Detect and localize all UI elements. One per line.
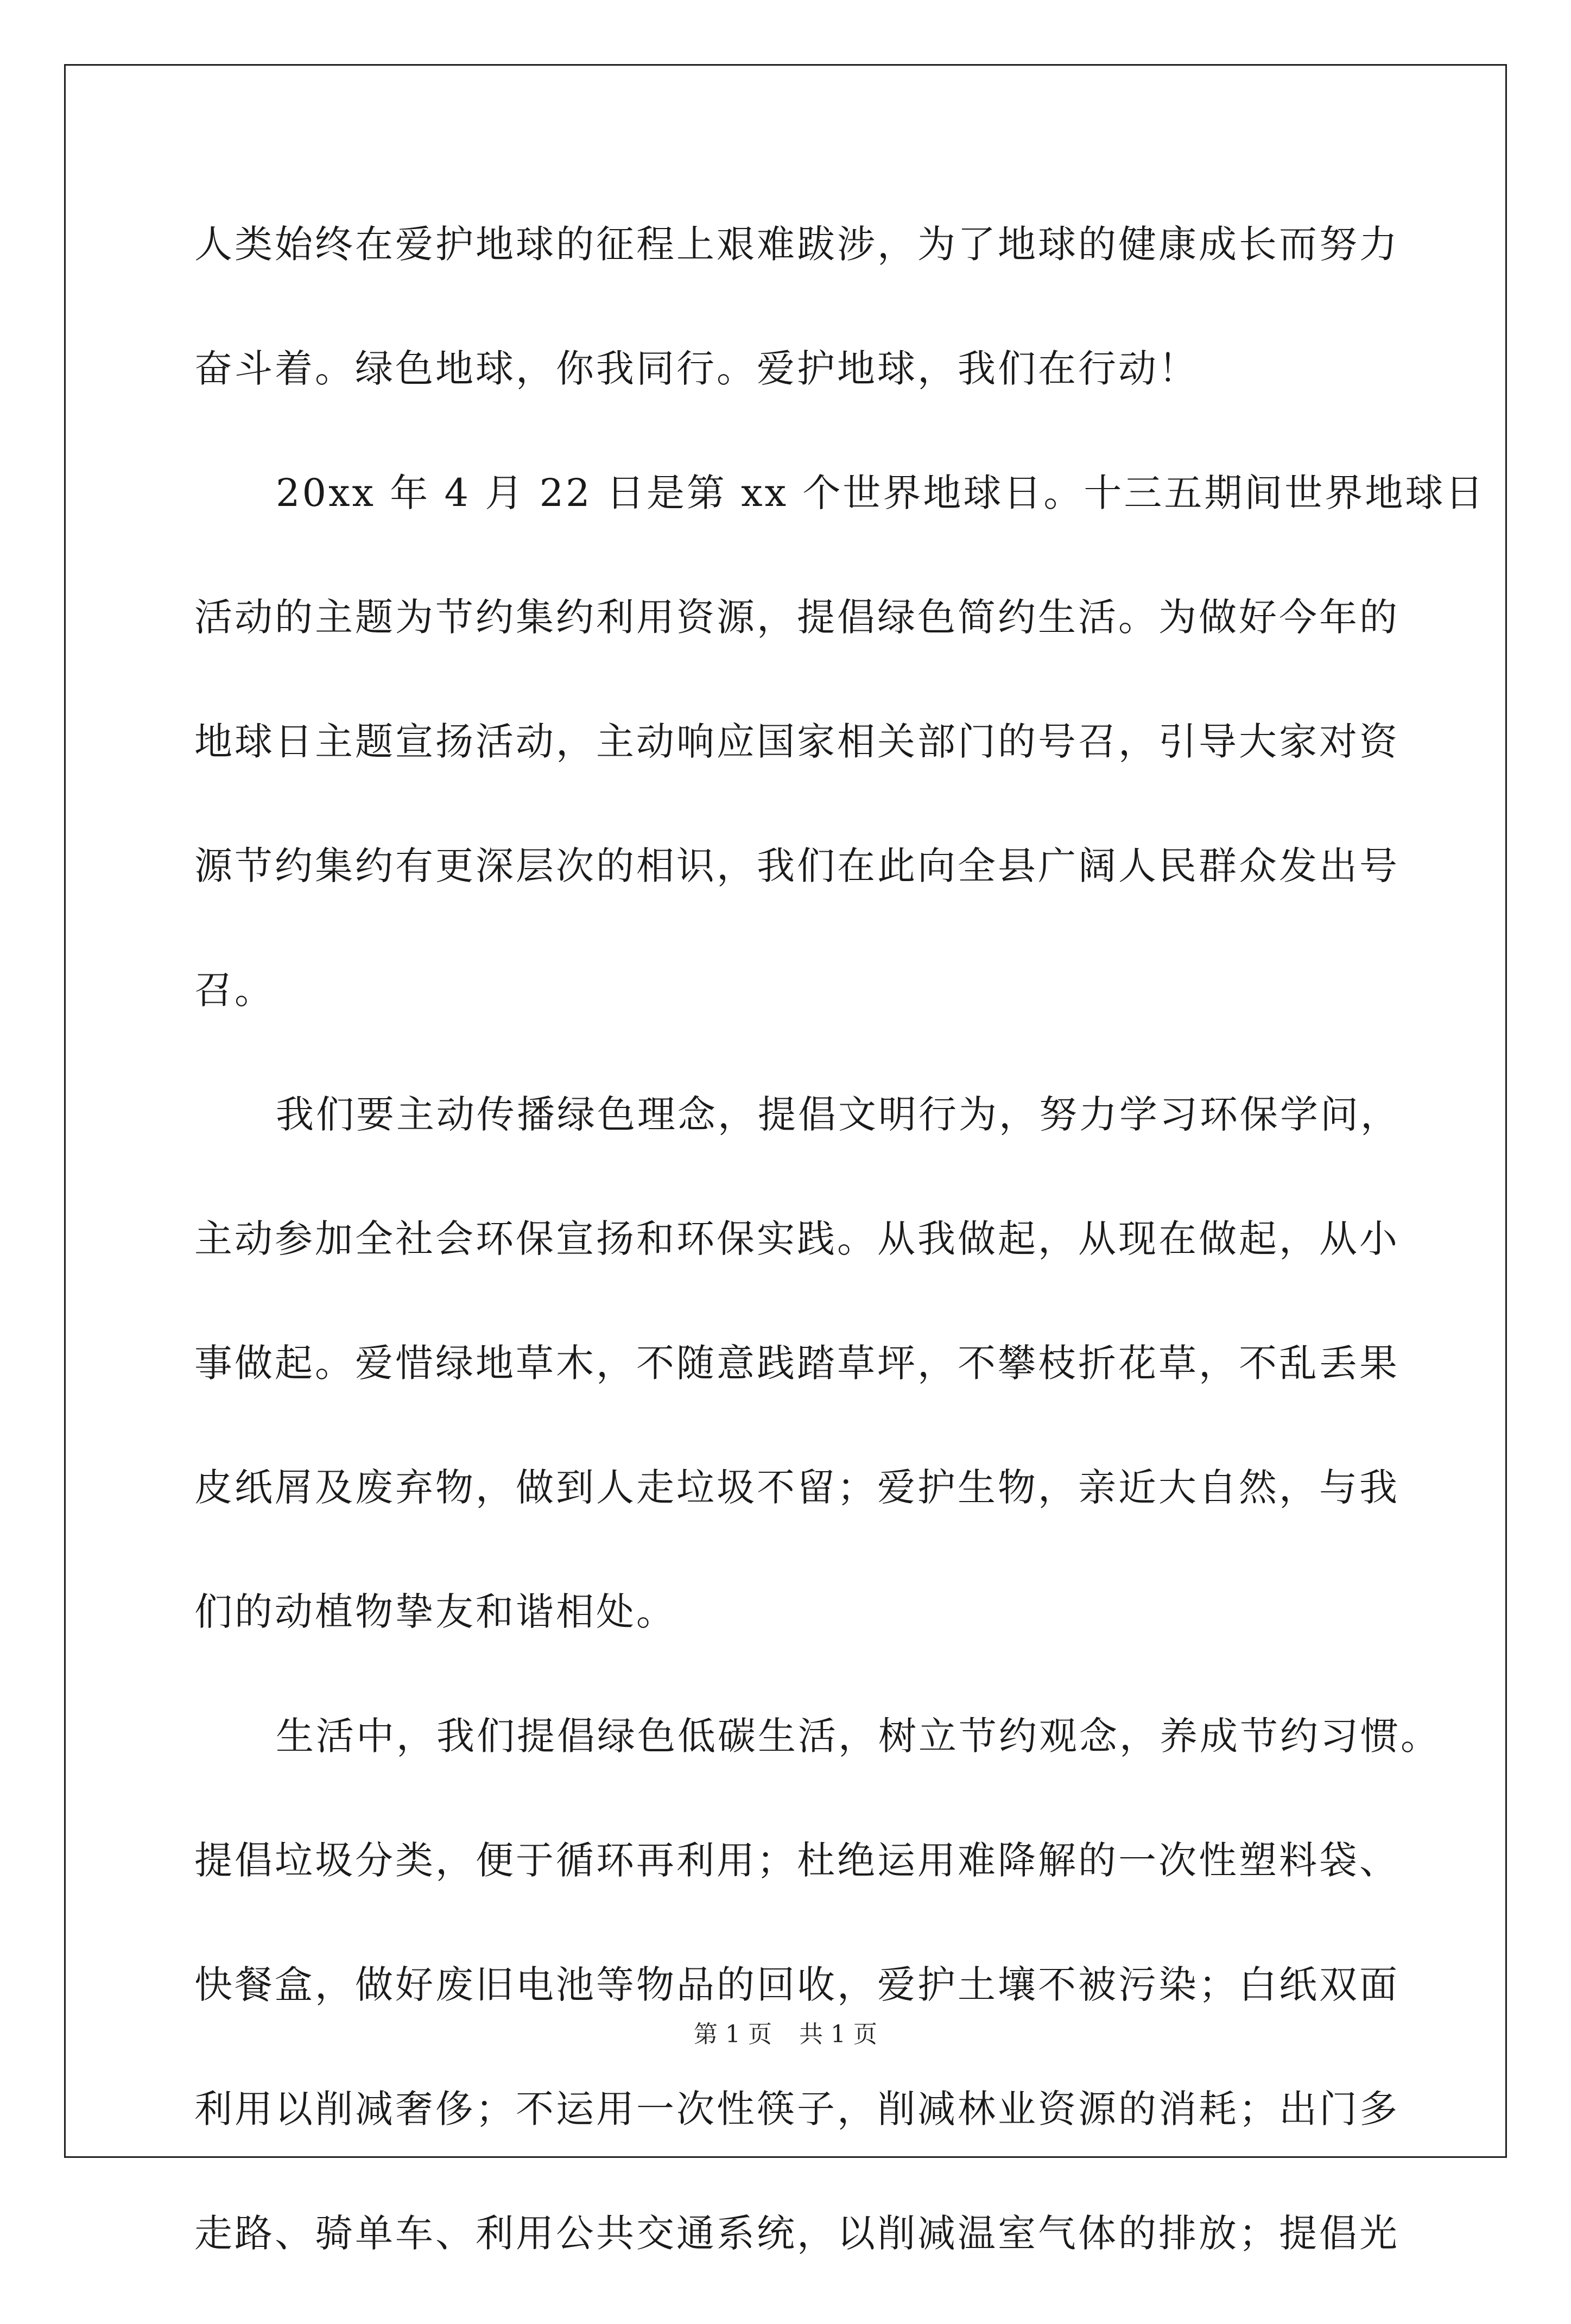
text-line: 走路、骑单车、利用公共交通系统，以削减温室气体的排放；提倡光 <box>194 2211 1399 2256</box>
paragraph-start-line: 我们要主动传播绿色理念，提倡文明行为，努力学习环保学问， <box>276 1092 1401 1137</box>
text-line: 地球日主题宣扬活动，主动响应国家相关部门的号召，引导大家对资 <box>194 719 1399 764</box>
text-line: 快餐盒，做好废旧电池等物品的回收，爱护土壤不被污染；白纸双面 <box>194 1962 1399 2007</box>
page-footer <box>0 2018 1571 2051</box>
text-line: 源节约集约有更深层次的相识，我们在此向全县广阔人民群众发出号 <box>194 844 1399 888</box>
paragraph-start-line: 20xx 年 4 月 22 日是第 xx 个世界地球日。十三五期间世界地球日 <box>276 471 1486 515</box>
text-line: 事做起。爱惜绿地草木，不随意践踏草坪，不攀枝折花草，不乱丢果 <box>194 1341 1399 1385</box>
text-line: 提倡垃圾分类，便于循环再利用；杜绝运用难降解的一次性塑料袋、 <box>194 1838 1399 1883</box>
text-line: 人类始终在爱护地球的征程上艰难跋涉，为了地球的健康成长而努力 <box>194 222 1399 267</box>
document-body <box>194 211 1486 2324</box>
text-line: 主动参加全社会环保宣扬和环保实践。从我做起，从现在做起，从小 <box>194 1217 1399 1261</box>
total-pages: 共 1 页 <box>799 2021 877 2048</box>
page-number: 第 1 页 <box>694 2021 772 2048</box>
text-line: 召。 <box>194 968 275 1012</box>
text-line: 利用以削减奢侈；不运用一次性筷子，削减林业资源的消耗；出门多 <box>194 2087 1399 2131</box>
text-line: 活动的主题为节约集约利用资源，提倡绿色简约生活。为做好今年的 <box>194 595 1399 639</box>
text-line: 们的动植物挚友和谐相处。 <box>194 1590 676 1634</box>
paragraph-start-line: 生活中，我们提倡绿色低碳生活，树立节约观念，养成节约习惯。 <box>276 1714 1441 1758</box>
text-line: 奋斗着。绿色地球，你我同行。爱护地球，我们在行动！ <box>194 346 1199 391</box>
text-line: 皮纸屑及废弃物，做到人走垃圾不留；爱护生物，亲近大自然，与我 <box>194 1465 1399 1510</box>
